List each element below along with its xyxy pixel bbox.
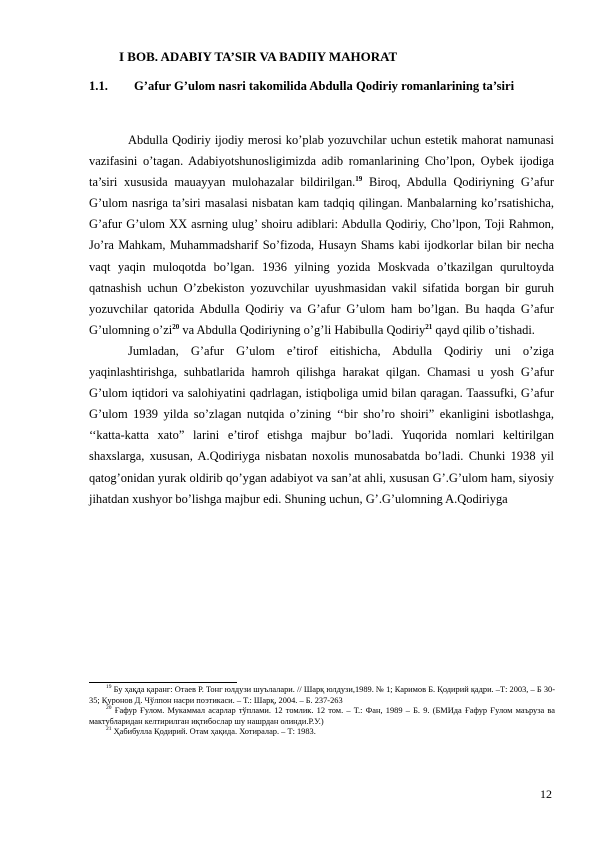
section-number: 1.1. (89, 79, 108, 93)
body-text (89, 130, 554, 510)
text-run: va Abdulla Qodiriyning o’g’li Habibulla Qodiriy (179, 322, 426, 337)
footnote-text: Бу ҳақда қаранг: Отаев Р. Тонг юлдузи шуълалари. // Шарқ юлдузи,1989. № 1; Каримов Б. Қодирий қадри. –Т: 2003, – Б 30-35; Қуронов Д. Чўлпон насри поэтикаси. – Т.: Шарқ, 2004. – Б. 237-263 (89, 685, 555, 705)
footnotes (89, 685, 555, 738)
page-number: 12 (540, 787, 552, 801)
paragraph (89, 341, 554, 510)
text-run: Abdulla Qodiriy ijodiy merosi ko’plab yozuvchilar uchun estetik mahorat namunasi vazifasini o’tagan. Adabiyotshunosligimizda adib romanlarining Cho’lpon, Oybek ijodiga ta’siri xususida mauayyan mulohazalar bildirilgan. (89, 133, 554, 190)
footnote-ref: 20 (172, 322, 180, 331)
footnote-mark: 21 (106, 726, 112, 733)
text-run: qayd qilib o’tishadi. (432, 322, 535, 337)
paragraph (89, 130, 554, 341)
footnote-mark: 20 (106, 705, 112, 712)
footnote (89, 685, 555, 706)
footnote-text: Ҳабибулла Қодирий. Отам ҳақида. Хотиралар. – Т: 1983. (111, 727, 316, 737)
footnote-separator (89, 682, 237, 683)
section-heading (89, 79, 554, 94)
footnote-ref: 19 (355, 175, 363, 184)
footnote-ref: 21 (425, 322, 433, 331)
footnote-mark: 19 (106, 684, 112, 691)
footnote (89, 706, 555, 727)
text-run: Jumladan, G’afur G’ulom e’tirof eitishicha, Abdulla Qodiriy uni o’ziga yaqinlashtirishga, suhbatlarida hamroh qilishga harakat qilgan. Chamasi u yosh G’afur G’ulom iqtidori va salohiyatini qadrlagan, istiqboliga umid bilan qaragan. Taassufki, G’afur G’ulom 1939 yilda so’zlagan nutqida o’zining ‘‘bir sho’ro shoiri” ekanligini isbotlashga, ‘‘katta-katta xato” larini e’tirof etishga majbur bo’ladi. Yuqorida nomlari keltirilgan shaxslarga, xususan, A.Qodiriyga nisbatan noxolis munosabatda bo’ladi. Chunki 1938 yil qatog’onidan yurak oldirib qo’ygan adabiyot va san’at ahli, xususan G’.G’ulom ham, siyosiy jihatdan xushyor bo’lishga majbur edi. Shuning uchun, G’.G’ulomning A.Qodiriyga (89, 343, 554, 506)
footnote-text: Ғафур Ғулом. Мукаммал асарлар тўплами. 12 томлик. 12 том. – Т.: Фан, 1989 – Б. 9. (БМИда Ғафур Ғулом маъруза ва мактубларидан келтирилган иқтибослар шу нашрдан олинди.Р.У.) (89, 706, 555, 726)
section-title: G’afur G’ulom nasri takomilida Abdulla Qodiriy romanlarining ta’siri (134, 79, 515, 93)
chapter-heading: I BOB. ADABIY TA’SIR VA BADIIY MAHORAT (119, 49, 398, 64)
footnote (89, 727, 555, 738)
text-run: Biroq, Abdulla Qodiriyning G’afur G’ulom nasriga ta’siri masalasi nisbatan kam tadqiq qilingan. Manbalarning ko’rsatishicha, G’afur G’ulom XX asrning ulug’ shoiru adiblari: Abdulla Qodiriy, Cho’lpon, Toji Rahmon, Jo’ra Mahkam, Muhammadsharif So’fizoda, Husayn Shams kabi ijodkorlar bilan bir necha vaqt yaqin muloqotda bo’lgan. 1936 yilning yozida Moskvada o’tkazilgan qurultoyda qatnashish uchun O’zbekiston yozuvchilar uyushmasidan vakil sifatida borgan bir guruh yozuvchilar qatorida Abdulla Qodiriy va G’afur G’ulom ham bo’lgan. Bu haqda G’afur G’ulomning o’zi (89, 175, 554, 337)
